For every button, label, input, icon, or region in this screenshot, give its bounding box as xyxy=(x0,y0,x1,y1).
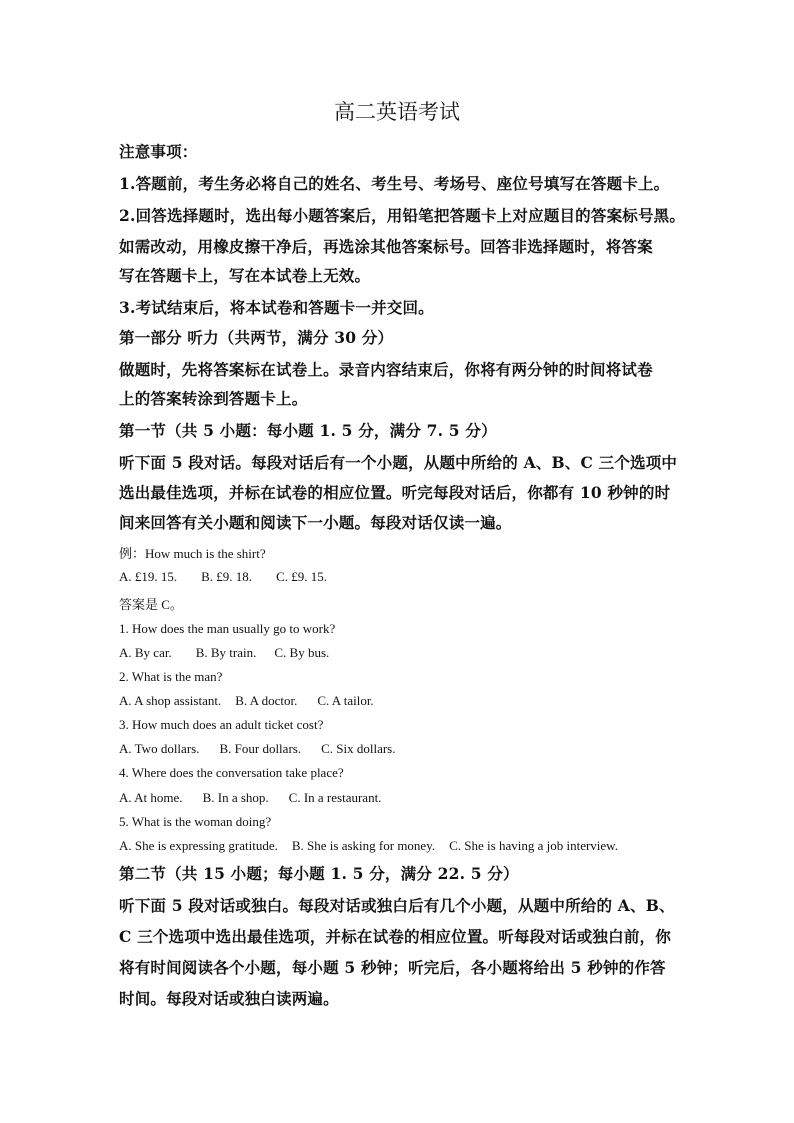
part1-heading: 第一部分 听力（共两节，满分 30 分） xyxy=(119,328,394,347)
example-question: 例：How much is the shirt? xyxy=(119,546,266,561)
option-c: C. Six dollars. xyxy=(321,741,396,756)
question-2: 2. What is the man? xyxy=(119,669,223,684)
example-option-c: C. £9. 15. xyxy=(276,569,327,584)
section2-intro-line-2: C 三个选项中选出最佳选项，并标在试卷的相应位置。听每段对话或独白前，你 xyxy=(119,927,671,946)
question-4-options xyxy=(119,790,381,806)
option-b: B. She is asking for money. xyxy=(291,838,436,853)
section2-intro-line-4: 时间。每段对话或独白读两遍。 xyxy=(119,989,339,1008)
question-1: 1. How does the man usually go to work? xyxy=(119,621,336,636)
question-4: 4. Where does the conversation take place? xyxy=(119,765,344,780)
option-a: A. At home. xyxy=(119,790,183,805)
question-5-options xyxy=(119,838,618,854)
question-3-options xyxy=(119,741,396,757)
notice-item-2-line-3: 写在答题卡上，写在本试卷上无效。 xyxy=(119,266,371,285)
example-option-a: A. £19. 15. xyxy=(119,569,178,584)
example-option-b: B. £9. 18. xyxy=(201,569,253,584)
part1-intro-line-2: 上的答案转涂到答题卡上。 xyxy=(119,389,308,408)
section2-intro-line-1: 听下面 5 段对话或独白。每段对话或独白后有几个小题，从题中所给的 A、B、 xyxy=(119,896,675,915)
option-c: C. By bus. xyxy=(274,645,330,660)
option-c: C. In a restaurant. xyxy=(288,790,382,805)
option-a: A. By car. xyxy=(119,645,172,660)
section1-intro-line-1: 听下面 5 段对话。每段对话后有一个小题，从题中所给的 A、B、C 三个选项中 xyxy=(119,453,678,472)
section1-heading: 第一节（共 5 小题：每小题 1. 5 分，满分 7. 5 分） xyxy=(119,421,497,440)
example-options xyxy=(119,569,327,585)
question-3: 3. How much does an adult ticket cost? xyxy=(119,717,324,732)
option-a: A. A shop assistant. xyxy=(119,693,222,708)
page-title: 高二英语考试 xyxy=(334,100,460,124)
notice-item-3: 3.考试结束后，将本试卷和答题卡一并交回。 xyxy=(119,298,434,317)
notice-heading: 注意事项： xyxy=(119,142,198,161)
question-5: 5. What is the woman doing? xyxy=(119,814,272,829)
option-a: A. She is expressing gratitude. xyxy=(119,838,278,853)
option-b: B. A doctor. xyxy=(235,693,298,708)
option-c: C. A tailor. xyxy=(317,693,374,708)
part1-intro-line-1: 做题时，先将答案标在试卷上。录音内容结束后，你将有两分钟的时间将试卷 xyxy=(119,360,653,379)
option-b: B. In a shop. xyxy=(202,790,269,805)
question-2-options xyxy=(119,693,374,709)
notice-item-2-line-1: 2.回答选择题时，选出每小题答案后，用铅笔把答题卡上对应题目的答案标号黑。 xyxy=(119,206,686,225)
question-1-options xyxy=(119,645,329,661)
section1-intro-line-3: 间来回答有关小题和阅读下一小题。每段对话仅读一遍。 xyxy=(119,513,512,532)
option-c: C. She is having a job interview. xyxy=(449,838,618,853)
option-b: B. Four dollars. xyxy=(219,741,302,756)
option-b: B. By train. xyxy=(195,645,257,660)
section2-heading: 第二节（共 15 小题；每小题 1. 5 分，满分 22. 5 分） xyxy=(119,864,519,883)
option-a: A. Two dollars. xyxy=(119,741,200,756)
notice-item-2-line-2: 如需改动，用橡皮擦干净后，再选涂其他答案标号。回答非选择题时，将答案 xyxy=(119,237,653,256)
section2-intro-line-3: 将有时间阅读各个小题，每小题 5 秒钟；听完后，各小题将给出 5 秒钟的作答 xyxy=(119,958,666,977)
example-answer: 答案是 C。 xyxy=(119,597,183,612)
notice-item-1: 1.答题前，考生务必将自己的姓名、考生号、考场号、座位号填写在答题卡上。 xyxy=(119,174,670,193)
section1-intro-line-2: 选出最佳选项，并标在试卷的相应位置。听完每段对话后，你都有 10 秒钟的时 xyxy=(119,483,671,502)
